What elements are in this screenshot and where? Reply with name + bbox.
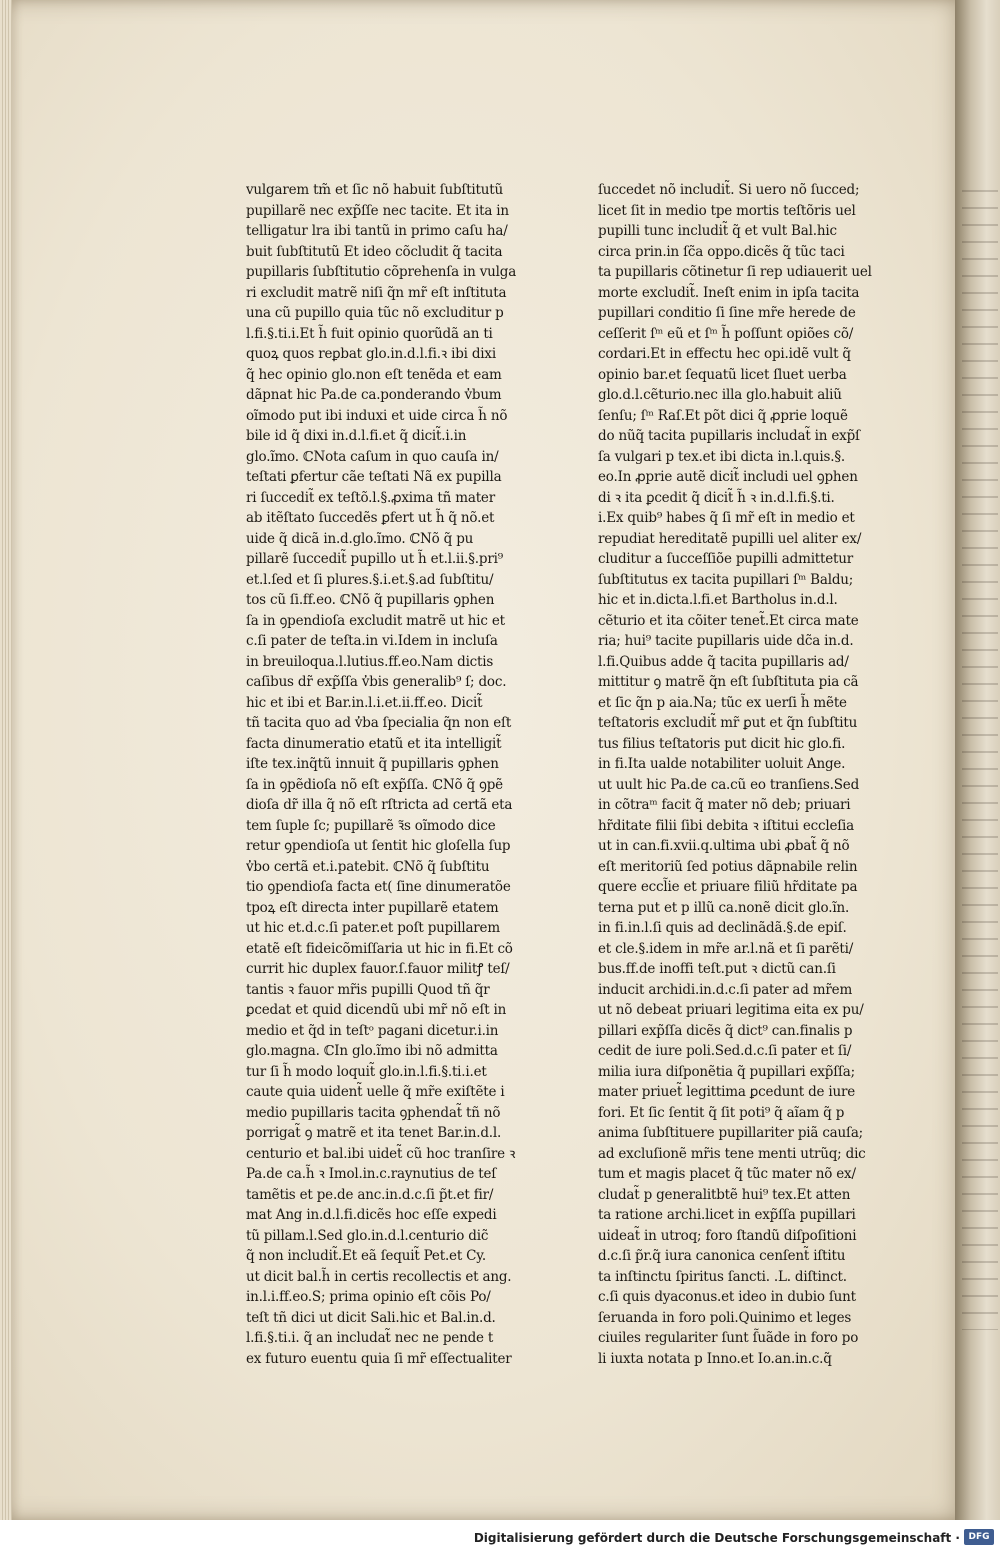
text-line: ad excluſionẽ mr̃is tene menti utrũq; dic	[598, 1145, 866, 1162]
text-line: cẽturio et ita cõiter tenet̃.Et circa mate	[598, 612, 859, 629]
text-line: circa prin.in ſc̃a oppo.dicẽs q̃ tũc taci	[598, 243, 845, 260]
text-line: c.ſi pater de teſta.in vi.Idem in incluſa	[246, 633, 498, 649]
text-line: caſibus dr̃ exp̃ſſa v̓bis generalib⁹ ſ; doc.	[246, 674, 507, 690]
text-line: ſubſtitutus ex tacita pupillari ſᵐ Baldu;	[598, 571, 854, 588]
text-line: ut nõ debeat priuari legitima eita ex pu/	[598, 1002, 864, 1018]
text-line: tpoꝝ eſt directa inter pupillarẽ etatem	[246, 899, 499, 916]
text-line: ſa vulgari p tex.et ibi dicta in.l.quis.§.	[598, 448, 845, 465]
text-line: porrigat̃ ꝯ matrẽ et ita tenet Bar.in.d.l.	[246, 1125, 502, 1141]
facing-page-text-edge	[962, 190, 998, 1330]
text-line: medio et q̃d in teſtᵒ pagani dicetur.i.in	[246, 1022, 499, 1039]
text-line: cordari.Et in effectu hec opi.idẽ vult q̃	[598, 346, 851, 362]
text-line: ꝑcedat et quid dicendũ ubi mr̃ nõ eſt in	[246, 1002, 507, 1018]
right-text-column	[598, 180, 894, 1369]
text-line: in fi.Ita ualde notabiliter uoluit Ange.	[598, 756, 846, 772]
text-line: ciuiles regulariter ſunt ſ̃uãde in foro po	[598, 1330, 859, 1346]
text-line: glo.d.l.cẽturio.nec illa glo.habuit aliũ	[598, 387, 842, 403]
text-line: terna put et p illũ ca.nonẽ dicit glo.ĩn.	[598, 899, 850, 916]
text-line: ri excludit matrẽ niſi q̃n mr̃ eſt inſtituta	[246, 284, 507, 301]
text-line: ria; hui⁹ tacite pupillaris uide dc̃a in.d.	[598, 633, 854, 649]
funding-note: Digitalisierung gefördert durch die Deutsche Forschungsgemeinschaft ·	[473, 1531, 960, 1545]
text-line: tur ſi h̃ modo loquit̃ glo.in.l.fi.§.ti.i.et	[246, 1063, 487, 1080]
text-line: dioſa dr̃ illa q̃ nõ eſt rſtricta ad certã eta	[246, 797, 513, 813]
text-line: glo.ĩmo. ℂNota caſum in quo cauſa in/	[246, 448, 499, 465]
text-line: ſa in ꝯpẽdioſa nõ eſt exp̃ſſa. ℂNõ q̃ ꝯpẽ	[246, 776, 503, 793]
text-line: ceſſerit ſᵐ eũ et ſᵐ h̃ poſſunt opiões cõ/	[598, 325, 854, 342]
text-line: eſt meritoriũ ſed potius dãpnabile relin	[598, 858, 858, 875]
text-line: ut dicit bal.h̃ in certis recollectis et ang.	[246, 1268, 512, 1285]
text-line: glo.magna. ℂIn glo.ĩmo ibi nõ admitta	[246, 1043, 498, 1059]
text-line: ri ſuccedit̃ ex teſtõ.l.§.ꝓxima tñ mater	[246, 489, 495, 506]
text-line: morte excludit̃. Ineſt enim in ipſa tacita	[598, 284, 860, 301]
book-page-edges	[0, 0, 12, 1520]
text-line: tum et magis placet q̃ tũc mater nõ ex/	[598, 1166, 856, 1182]
text-line: in breuiloqua.l.lutius.ff.eo.Nam dictis	[246, 653, 494, 670]
text-line: caute quia uident̃ uelle q̃ mr̃e exiſtẽte i	[246, 1084, 505, 1100]
text-line: ut uult hic Pa.de ca.cũ eo tranſiens.Sed	[598, 776, 860, 793]
footer-bar	[0, 1520, 1000, 1555]
text-line: ex futuro euentu quia ſi mr̃ eſſectualiter	[246, 1350, 512, 1367]
text-line: q̃ hec opinio glo.non eſt tenẽda et eam	[246, 366, 502, 383]
text-line: mittitur ꝯ matrẽ q̃n eſt ſubſtituta pia cã	[598, 674, 859, 690]
text-line: ſuccedet nõ includit̃. Si uero nõ ſucced;	[598, 182, 860, 198]
text-line: hr̃ditate filii ſibi debita ꝛ iſtitui eccleſia	[598, 817, 855, 834]
text-line: bile id q̃ dixi in.d.l.fi.et q̃ dicit̃.i.in	[246, 428, 467, 444]
text-line: pupillari conditio ſi ſine mr̃e herede de	[598, 305, 856, 321]
text-line: cedit de iure poli.Sed.d.c.ſi pater et ſi/	[598, 1043, 852, 1059]
text-line: teſtatoris excludit̃ mr̃ ꝑut et q̃n ſubſtitu	[598, 715, 858, 731]
text-line: milia iura diſponẽtia q̃ pupillari exp̃ſſa;	[598, 1063, 856, 1080]
text-line: tem ſuple ſc; pupillarẽ ꝛ̃s oĩmodo dice	[246, 817, 496, 834]
text-line: bus.ff.de inoffi teſt.put ꝛ dictũ can.ſi	[598, 961, 836, 977]
text-line: eo.In ꝓprie autẽ dicit̃ includi uel ꝯphen	[598, 469, 858, 485]
text-line: medio pupillaris tacita ꝯphendat̃ tñ nõ	[246, 1104, 501, 1121]
text-line: dãpnat hic Pa.de ca.ponderando v̓bum	[246, 387, 502, 403]
text-line: et cle.§.idem in mr̃e ar.l.nã et ſi parẽti/	[598, 940, 854, 957]
text-line: opinio bar.et ſequatũ licet ſluet uerba	[598, 366, 847, 383]
text-line: ta ratione archi.licet in exp̃ſſa pupillari	[598, 1207, 856, 1223]
text-line: in fi.in.l.ſi quis ad declinãdã.§.de epiſ.	[598, 920, 847, 936]
text-line: fori. Et ſic ſentit q̃ ſit poti⁹ q̃ aĩam q̃ p	[598, 1104, 845, 1121]
text-line: ta inſtinctu ſpiritus ſancti. .L. diſtinct.	[598, 1268, 847, 1285]
text-line: hic et in.dicta.l.fi.et Bartholus in.d.l.	[598, 592, 838, 608]
text-line: di ꝛ ita ꝑcedit q̃ dicit̃ h̃ ꝛ in.d.l.fi.§.ti.	[598, 489, 835, 506]
text-line: repudiat hereditatẽ pupilli uel aliter ex/	[598, 530, 862, 547]
text-line: pupilli tunc includit̃ q̃ et vult Bal.hic	[598, 223, 837, 239]
text-line: Pa.de ca.h̃ ꝛ Imol.in.c.raynutius de teſ	[246, 1166, 497, 1182]
text-line: l.fi.§.ti.i.Et h̃ fuit opinio quorũdã an ti	[246, 325, 493, 342]
text-line: teſt tñ dici ut dicit Sali.hic et Bal.in.d.	[246, 1309, 496, 1326]
text-line: currit hic duplex fauor.ſ.fauor militꝭ teſ/	[246, 961, 510, 977]
text-line: c.ſi quis dyaconus.et ideo in dubio ſunt	[598, 1289, 856, 1305]
text-line: cluditur a ſucceſſiõe pupilli admittetur	[598, 551, 854, 567]
text-line: mat Ang in.d.l.fi.dicẽs hoc eſſe expedi	[246, 1207, 497, 1223]
text-line: inducit archidi.in.d.c.ſi pater ad mr̃em	[598, 981, 853, 998]
text-line: d.c.ſi p̃r.q̃ iura canonica cenſent̃ iſtitu	[598, 1248, 846, 1264]
text-line: tos cũ ſi.ff.eo. ℂNõ q̃ pupillaris ꝯphen	[246, 592, 495, 608]
text-line: tñ tacita quo ad v̓ba ſpecialia q̃n non eſt	[246, 715, 512, 731]
text-line: uide q̃ dicã in.d.glo.ĩmo. ℂNõ q̃ pu	[246, 530, 474, 547]
text-line: l.fi.§.ti.i. q̃ an includat̃ nec ne pende t	[246, 1330, 494, 1346]
text-line: licet ſit in medio tpe mortis teſtõris uel	[598, 202, 856, 219]
text-line: vulgarem tm̃ et ſic nõ habuit ſubſtitutũ	[246, 182, 503, 198]
dfg-logo: DFG	[964, 1529, 994, 1545]
text-line: et.l.ſed et ſi plures.§.i.et.§.ad ſubſtitu/	[246, 571, 494, 588]
text-line: anima ſubſtituere pupillariter piã cauſa;	[598, 1125, 864, 1141]
text-line: tus filius teſtatoris put dicit hic glo.fi.	[598, 735, 846, 752]
text-line: teſtati ꝑfertur cãe teſtati Nã ex pupilla	[246, 469, 502, 485]
text-line: in cõtraᵐ facit q̃ mater nõ deb; priuari	[598, 797, 851, 813]
text-line: q̃ non includit̃.Et eã ſequit̃ Pet.et Cy.	[246, 1248, 487, 1264]
text-line: mater priuet̃ legittima ꝑcedunt de iure	[598, 1084, 856, 1100]
text-line: hic et ibi et Bar.in.l.i.et.ii.ff.eo. Dicit̃	[246, 694, 483, 711]
text-line: pillari exp̃ſſa dicẽs q̃ dict⁹ can.finalis p	[598, 1022, 853, 1039]
text-line: quoꝝ quos reꝑbat glo.in.d.l.fi.ꝛ ibi dixi	[246, 346, 496, 362]
text-line: iſte tex.inq̃tũ innuit q̃ pupillaris ꝯphen	[246, 756, 499, 772]
text-line: facta dinumeratio etatũ et ita intelligit̃	[246, 735, 502, 752]
text-line: ab itẽſtato ſuccedẽs ꝑfert ut h̃ q̃ nõ.et	[246, 510, 495, 526]
text-line: in.l.i.ff.eo.S; prima opinio eſt cõis Po/	[246, 1289, 491, 1305]
text-line: ſa in ꝯpendioſa excludit matrẽ ut hic et	[246, 612, 505, 629]
text-line: pupillarẽ nec exp̃ſſe nec tacite. Et ita in	[246, 202, 509, 219]
text-line: buit ſubſtitutũ Et ideo cõcludit q̃ tacita	[246, 243, 503, 260]
text-line: centurio et bal.ibi uidet̃ cũ hoc tranſire ꝛ	[246, 1145, 516, 1162]
text-line: ta pupillaris cõtinetur ſi rep udiauerit uel	[598, 264, 872, 280]
text-line: quere eccl̃ie et priuare filiũ hr̃ditate pa	[598, 879, 858, 895]
text-line: uideat̃ in utroq; foro ſtandũ diſpoſitioni	[598, 1227, 857, 1244]
text-line: ut in can.fi.xvii.q.ultima ubi ꝓbat̃ q̃ nõ	[598, 838, 850, 854]
text-line: l.fi.Quibus adde q̃ tacita pupillaris ad/	[598, 653, 849, 670]
text-line: tio ꝯpendioſa facta et( ſine dinumeratõe	[246, 879, 511, 895]
text-line: oĩmodo put ibi induxi et uide circa h̃ nõ	[246, 407, 508, 424]
text-line: tũ pillam.l.Sed glo.in.d.l.centurio dic̃	[246, 1227, 489, 1244]
left-text-column	[246, 180, 546, 1369]
text-line: do nũq̃ tacita pupillaris includat̃ in exp̃ſ	[598, 428, 860, 444]
text-line: cludat̃ p generalitbtẽ hui⁹ tex.Et atten	[598, 1186, 851, 1203]
text-line: ſenſu; ſᵐ Raſ.Et põt dici q̃ ꝓprie loquẽ	[598, 407, 848, 424]
text-line: v̓bo certã et.i.patebit. ℂNõ q̃ ſubſtitu	[246, 858, 490, 875]
text-line: retur ꝯpendioſa ut ſentit hic gloſella ſup	[246, 838, 511, 854]
text-line: ut hic et.d.c.ſi pater.et poſt pupillarem	[246, 920, 500, 936]
text-line: pillarẽ ſuccedit̃ pupillo ut h̃ et.l.ii.§.pri⁹	[246, 551, 503, 567]
text-line: i.Ex quib⁹ habes q̃ ſi mr̃ eſt in medio et	[598, 510, 855, 526]
text-line: telligatur lra ibi tantũ in primo caſu ha/	[246, 223, 508, 239]
text-line: una cũ pupillo quia tũc nõ excluditur p	[246, 305, 504, 321]
text-line: etatẽ eſt fideicõmiſſaria ut hic in fi.Et cõ	[246, 940, 513, 957]
text-line: tantis ꝛ fauor mr̃is pupilli Quod tñ q̃r	[246, 981, 490, 998]
text-line: tamẽtis et pe.de anc.in.d.c.ſi p̃t.et fir/	[246, 1186, 494, 1203]
text-line: ſeruanda in foro poli.Quinimo et leges	[598, 1309, 852, 1326]
text-line: et ſic q̃n p aia.Na; tũc ex uerſi h̃ mẽte	[598, 694, 847, 711]
text-line: li iuxta notata p Inno.et Io.an.in.c.q̃	[598, 1350, 832, 1367]
text-line: pupillaris ſubſtitutio cõprehenſa in vulga	[246, 264, 517, 280]
